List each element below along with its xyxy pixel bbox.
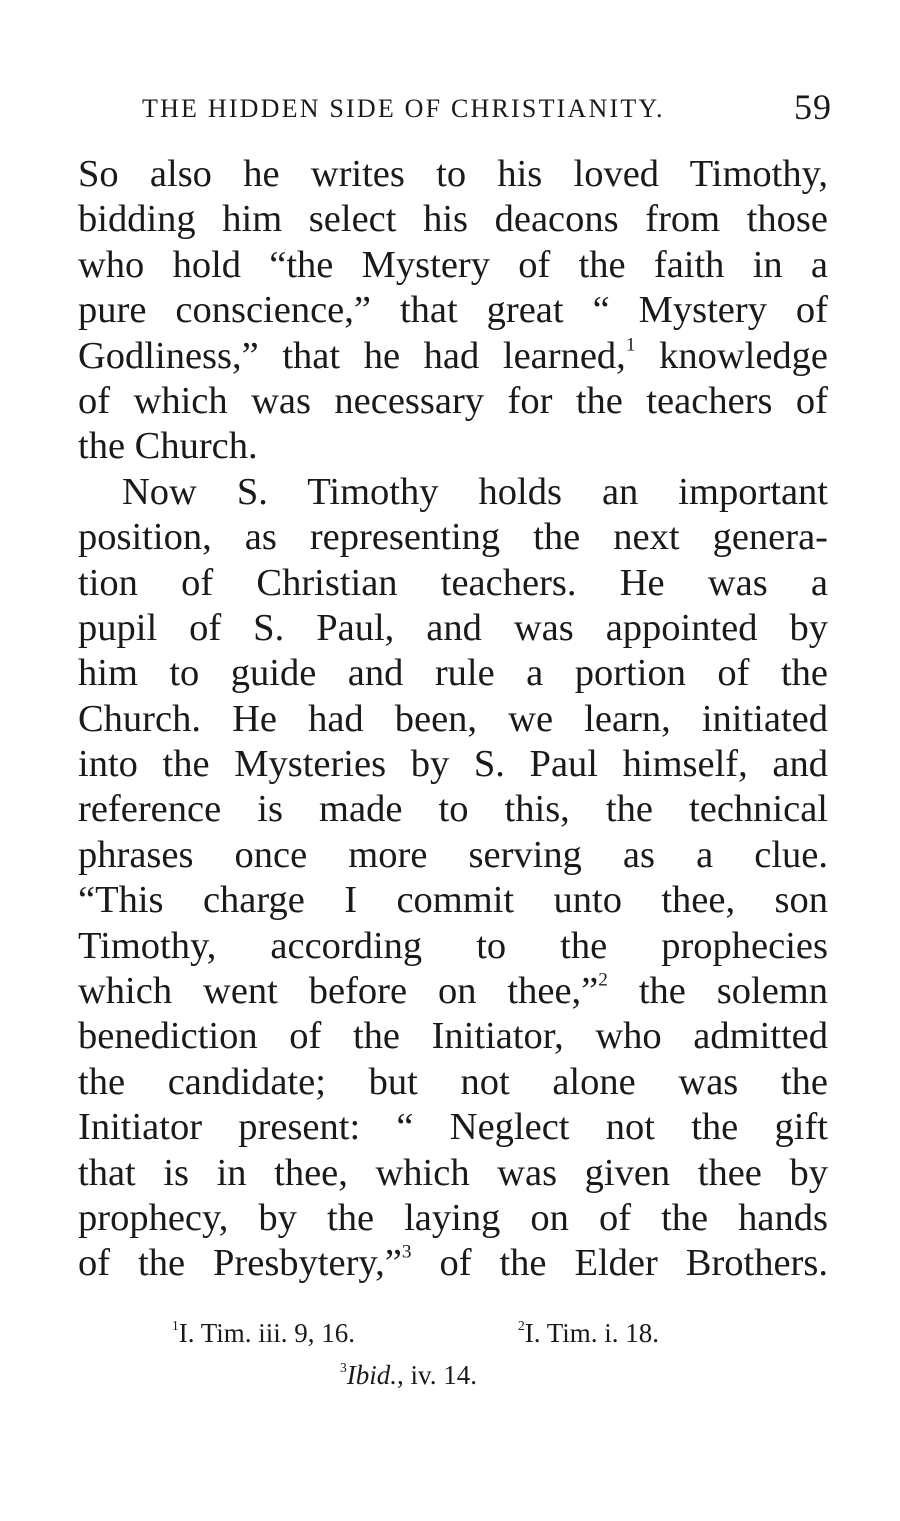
footnote-text: I. Tim. iii. 9, 16. bbox=[178, 1318, 356, 1348]
text-line: prophecy, by the laying on of the hands bbox=[78, 1196, 828, 1239]
footnote-2 bbox=[518, 1318, 659, 1349]
line-text: the solemn bbox=[638, 970, 828, 1013]
text-line: pure conscience,” that great “ Mystery of bbox=[78, 289, 828, 332]
footnote-marker-2: 2 bbox=[598, 969, 608, 991]
text-line: pupil of S. Paul, and was appointed by bbox=[78, 606, 828, 649]
text-line: reference is made to this, the technical bbox=[78, 788, 828, 831]
text-line: Initiator present: “ Neglect not the gift bbox=[78, 1106, 828, 1149]
footnote-text: , iv. 14. bbox=[397, 1360, 477, 1390]
footnote-row bbox=[0, 1318, 900, 1360]
text-line: tion of Christian teachers. He was a bbox=[78, 561, 828, 604]
footnote-row bbox=[0, 1360, 900, 1402]
line-text: knowledge bbox=[659, 334, 828, 377]
text-line: So also he writes to his loved Timothy, bbox=[78, 153, 828, 195]
footnote-text: I. Tim. i. 18. bbox=[524, 1318, 660, 1348]
line-text: of the Presbytery,” bbox=[78, 1242, 402, 1285]
page-number: 59 bbox=[794, 87, 832, 127]
line-text: Godliness,” that he had learned, bbox=[78, 334, 626, 377]
text-line: bidding him select his deacons from those bbox=[78, 198, 828, 241]
text-line bbox=[78, 1241, 828, 1286]
text-line: the candidate; but not alone was the bbox=[78, 1060, 828, 1103]
footnote-3 bbox=[340, 1360, 477, 1391]
text-line: into the Mysteries by S. Paul himself, and bbox=[78, 743, 828, 786]
text-line: who hold “the Mystery of the faith in a bbox=[78, 243, 828, 286]
line-text: which went before on thee,” bbox=[78, 970, 599, 1013]
body-text bbox=[78, 152, 828, 1287]
line-text: of the Elder Brothers. bbox=[439, 1242, 828, 1285]
text-line: Church. He had been, we learn, initiated bbox=[78, 697, 828, 740]
text-line bbox=[78, 969, 828, 1014]
footnote-marker-1: 1 bbox=[625, 334, 636, 356]
text-line: Timothy, according to the prophecies bbox=[78, 924, 828, 967]
footnote-1 bbox=[172, 1318, 355, 1349]
footnote-number: 1 bbox=[172, 1317, 179, 1333]
text-line: position, as representing the next genera- bbox=[78, 516, 828, 559]
text-line: phrases once more serving as a clue. bbox=[78, 833, 828, 876]
running-title: THE HIDDEN SIDE OF CHRISTIANITY. bbox=[142, 94, 665, 123]
text-line: him to guide and rule a portion of the bbox=[78, 652, 828, 695]
footnotes bbox=[0, 1318, 900, 1402]
footnote-ibid: Ibid. bbox=[346, 1360, 397, 1390]
footnote-number: 2 bbox=[518, 1317, 525, 1333]
text-line: benediction of the Initiator, who admitted bbox=[78, 1015, 828, 1058]
text-line: of which was necessary for the teachers of bbox=[78, 379, 828, 422]
footnote-number: 3 bbox=[340, 1359, 347, 1375]
text-line: “This charge I commit unto thee, son bbox=[78, 879, 828, 922]
running-header bbox=[142, 86, 832, 130]
text-line: that is in thee, which was given thee by bbox=[78, 1151, 828, 1194]
footnote-marker-3: 3 bbox=[401, 1242, 412, 1264]
text-line bbox=[78, 334, 828, 379]
text-line: the Church. bbox=[78, 425, 258, 468]
text-line: Now S. Timothy holds an important bbox=[122, 470, 828, 513]
